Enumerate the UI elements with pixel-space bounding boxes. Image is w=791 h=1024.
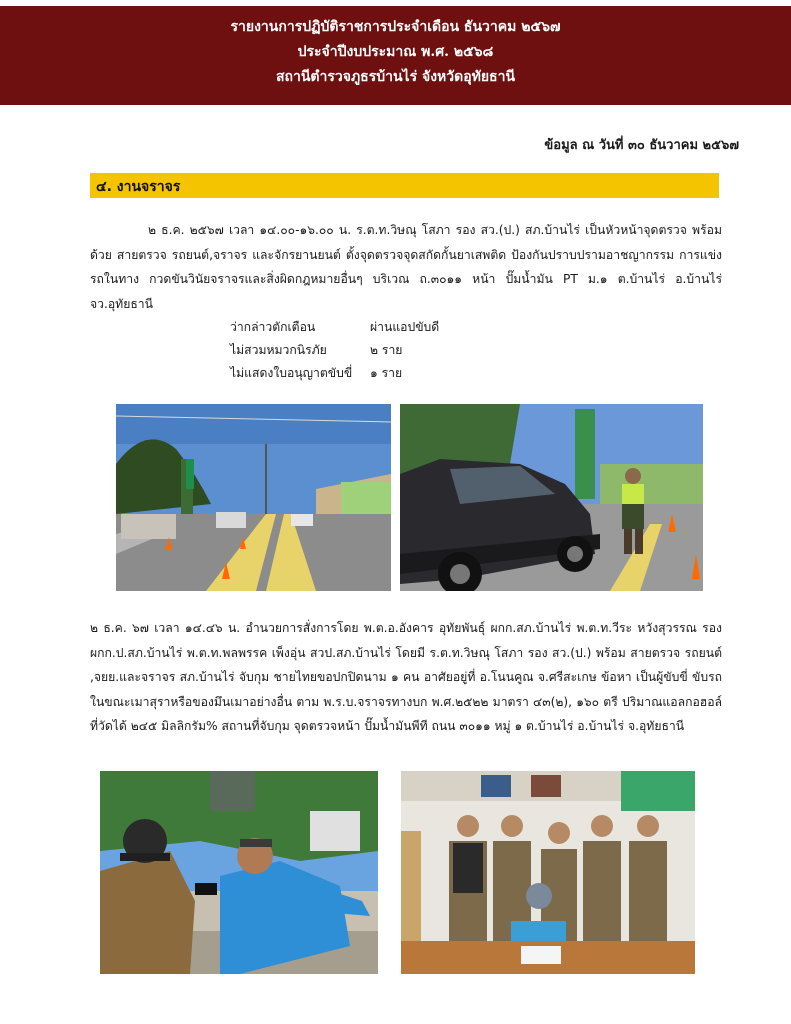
section-title: ๔. งานจราจร: [96, 179, 181, 195]
stats-value: ๑ ราย: [370, 366, 403, 380]
stats-row: [230, 362, 439, 385]
checkpoint-road-photo: [116, 404, 391, 591]
stats-value: ผ่านแอปขับดี: [370, 320, 440, 334]
paragraph-checkpoint: [90, 218, 722, 316]
stats-value: ๒ ราย: [370, 343, 403, 357]
stats-row: [230, 339, 439, 362]
header-title: รายงานการปฏิบัติราชการประจำเดือน ธันวาคม ๒๕๖๗: [230, 19, 561, 35]
section-bar: [90, 173, 719, 198]
arrest-group-photo: [401, 771, 695, 974]
data-date: ข้อมูล ณ วันที่ ๓๐ ธันวาคม ๒๕๖๗: [544, 138, 739, 153]
stats-label: ไม่แสดงใบอนุญาตขับขี่: [230, 366, 353, 380]
header-station: สถานีตำรวจภูธรบ้านไร่ จังหวัดอุทัยธานี: [275, 69, 516, 85]
paragraph-arrest: [90, 616, 722, 739]
paragraph-arrest-text: ๒ ธ.ค. ๖๗ เวลา ๑๔.๔๖ น. อำนวยการสั่งการโดย พ.ต.อ.อังคาร อุทัยพันธุ์ ผกก.สภ.บ้านไร่ พ.ต.ท.วีระ หวังสุวรรณ รอง ผกก.ป.สภ.บ้านไร่ พ.ต.ท.พลพรรค เพ็งอุ่น สวป.สภ.บ้านไร่ โดยมี ร.ต.ท.วิษณุ โสภา รอง สว.(ป.) พร้อม สายตรวจ รถยนต์ ,จยย.และจราจร สภ.บ้านไร่ จับกุม ชายไทยขอปกปิดนาม ๑ คน อาศัยอยู่ที่ อ.โนนคูณ จ.ศรีสะเกษ ข้อหา เป็นผู้ขับขี่ ขับรถในขณะเมาสุราหรือของมึนเมาอย่างอื่น ตาม พ.ร.บ.จราจรทางบก พ.ศ.๒๕๒๒ มาตรา ๔๓(๒), ๑๖๐ ตรี ปริมาณแอลกอฮอล์ ที่วัดได้ ๒๔๕ มิลลิกรัม% สถานที่จับกุม จุดตรวจหน้า ปั๊มน้ำมันพีที ถนน ๓๐๑๑ หมู่ ๑ ต.บ้านไร่ อ.บ้านไร่ จ.อุทัยธานี: [90, 621, 722, 734]
breathalyzer-test-photo: [100, 771, 378, 974]
paragraph-checkpoint-text: ๒ ธ.ค. ๒๕๖๗ เวลา ๑๔.๐๐-๑๖.๐๐ น. ร.ต.ท.วิษณุ โสภา รอง สว.(ป.) สภ.บ้านไร่ เป็นหัวหน้าจุดตรวจ พร้อมด้วย สายตรวจ รถยนต์,จราจร และจักรยานยนต์ ตั้งจุดตรวจจุดสกัดกั้นยาเสพติด ป้องกันปราบปรามอาชญากรรม การแข่งรถในทาง กวดขันวินัยจราจรและสิ่งผิดกฎหมายอื่นๆ บริเวณ ถ.๓๐๑๑ หน้า ปั๊มน้ำมัน PT ม.๑ ต.บ้านไร่ อ.บ้านไร่ จว.อุทัยธานี: [90, 223, 722, 311]
stats-row: [230, 316, 439, 339]
stats-label: ว่ากล่าวตักเตือน: [230, 320, 316, 334]
report-header: [0, 6, 791, 105]
stats-label: ไม่สวมหมวกนิรภัย: [230, 343, 327, 357]
header-fiscal-year: ประจำปีงบประมาณ พ.ศ. ๒๕๖๘: [297, 44, 494, 60]
officer-inspecting-pickup-photo: [400, 404, 703, 591]
stats-list: [230, 316, 439, 385]
